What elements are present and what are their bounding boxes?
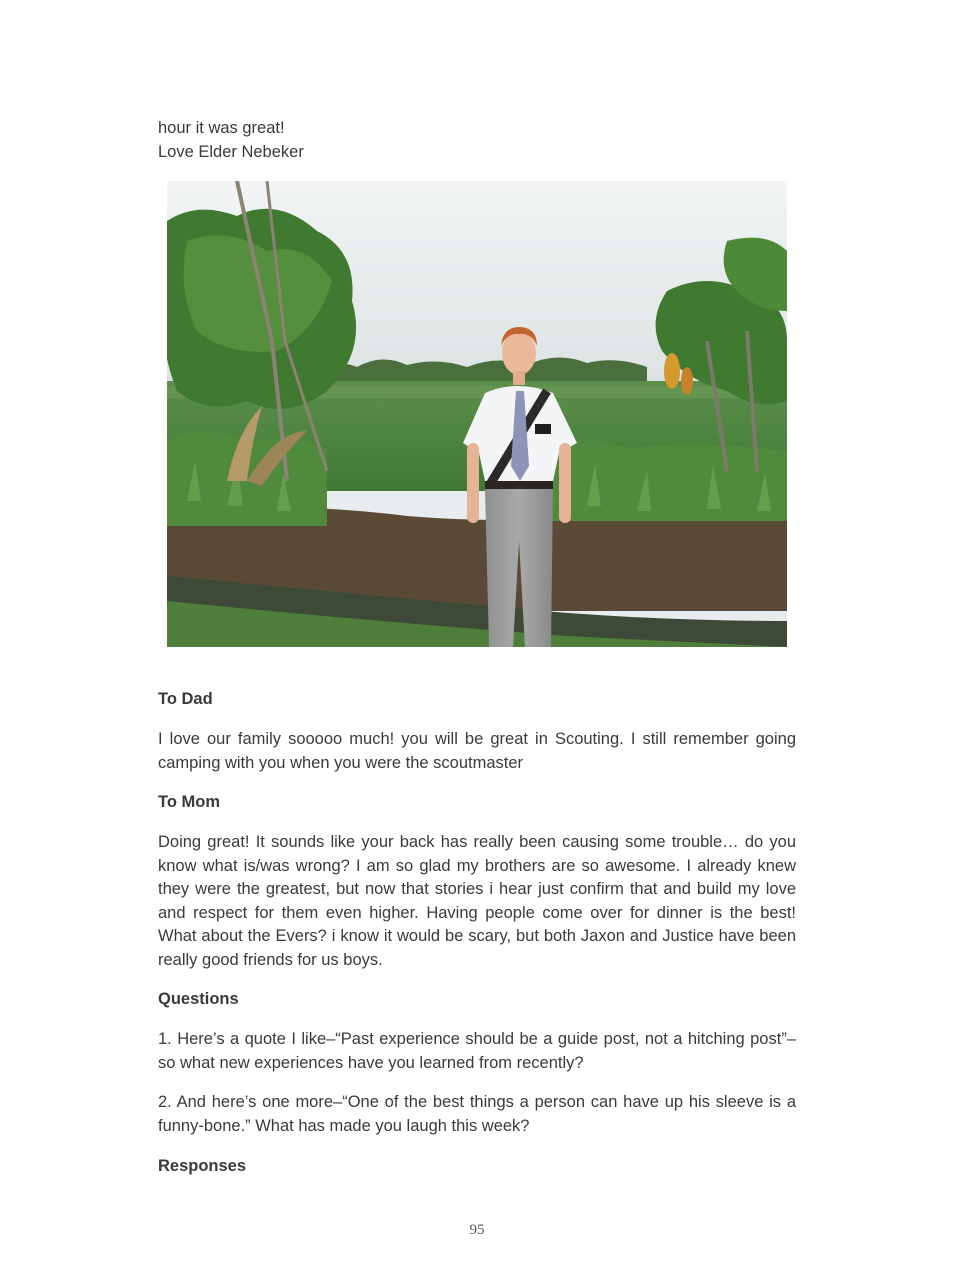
question-1: 1. Here’s a quote I like–“Past experience should be a guide post, not a hitching post”–so what new experiences have you learned from recently? xyxy=(158,1030,796,1072)
to-dad-heading: To Dad xyxy=(158,690,213,708)
continuation-line-1: hour it was great! xyxy=(158,119,285,137)
page-number: 95 xyxy=(469,1222,485,1238)
questions-heading: Questions xyxy=(158,990,239,1008)
photo-illustration xyxy=(167,181,787,647)
question-2: 2. And here’s one more–“One of the best things a person can have up his sleeve is a funny-bone.” What has made you laugh this week? xyxy=(158,1093,796,1135)
responses-heading: Responses xyxy=(158,1157,247,1175)
continuation-text xyxy=(158,117,796,164)
missionary-photo xyxy=(167,181,787,647)
to-mom-heading: To Mom xyxy=(158,793,221,811)
to-mom-body: Doing great! It sounds like your back has really been causing some trouble… do you know what is/was wrong? I am so glad my brothers are so awesome. I already knew they were the greatest, but now that stories i hear just confirm that and build my love and respect for them even higher. Having people come over for dinner is the best! What about the Evers? i know it would be scary, but both Jaxon and Justice have been really good friends for us boys. xyxy=(158,833,796,969)
signature-line: Love Elder Nebeker xyxy=(158,142,304,161)
to-dad-body: I love our family sooooo much! you will be great in Scouting. I still remember going camping with you when you were the scoutmaster xyxy=(158,730,796,772)
